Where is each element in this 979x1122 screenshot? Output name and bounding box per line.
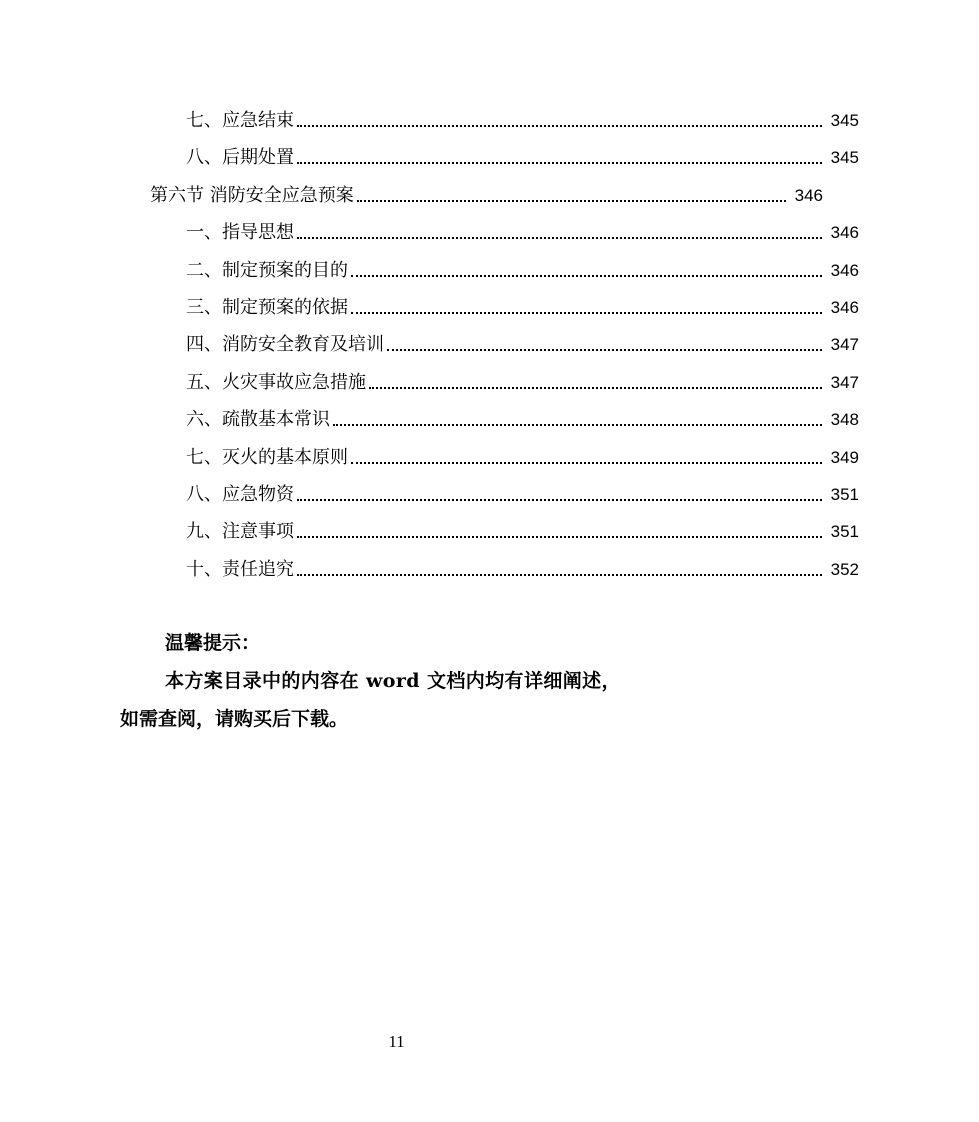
toc-entry[interactable] [0, 256, 979, 282]
dot-leader [351, 275, 822, 277]
dot-leader [351, 462, 822, 464]
toc-entry[interactable] [0, 555, 979, 581]
toc-entry-title: 八、后期处置 [186, 147, 294, 169]
toc-entry-page: 351 [830, 522, 859, 542]
notice-text-line: 本方案目录中的内容在 word 文档内均有详细阐述， [165, 670, 621, 692]
dot-leader [351, 312, 822, 314]
toc-entry-page: 346 [830, 223, 859, 243]
toc-entry-page: 347 [830, 335, 859, 355]
dot-leader [333, 424, 822, 426]
toc-entry-title: 八、应急物资 [186, 484, 294, 505]
toc-entry[interactable] [0, 517, 979, 543]
toc-entry-page: 348 [830, 410, 859, 430]
dot-leader [297, 162, 822, 164]
toc-entry-title: 五、火灾事故应急措施 [186, 371, 366, 393]
toc-entry-title: 四、消防安全教育及培训 [186, 334, 384, 356]
toc-entry-title: 七、应急结束 [186, 110, 294, 131]
toc-entry-title: 三、制定预案的依据 [186, 297, 348, 318]
toc-section-entry[interactable] [0, 181, 943, 207]
toc-entry-title: 十、责任追究 [186, 558, 294, 580]
toc-entry-page: 349 [830, 447, 859, 467]
notice-text-line: 如需查阅，请购买后下载。 [120, 708, 349, 730]
dot-leader [369, 387, 822, 389]
dot-leader [387, 349, 822, 351]
dot-leader [297, 574, 822, 576]
toc-entry[interactable] [0, 443, 979, 469]
page-number: 11 [388, 1032, 405, 1051]
dot-leader [297, 237, 822, 239]
toc-entry-title: 六、疏散基本常识 [186, 409, 330, 431]
toc-entry-page: 351 [830, 485, 859, 504]
toc-entry-page: 346 [830, 298, 859, 317]
toc-entry-page: 346 [830, 260, 859, 280]
toc-entry[interactable] [0, 143, 979, 169]
table-of-contents [0, 0, 859, 600]
toc-entry[interactable] [0, 293, 979, 319]
toc-entry-page: 345 [830, 148, 859, 168]
toc-entry-title: 九、注意事项 [186, 521, 294, 543]
toc-entry[interactable] [0, 480, 979, 506]
dot-leader [297, 499, 822, 501]
toc-entry-title: 第六节 消防安全应急预案 [150, 184, 354, 206]
notice-heading: 温馨提示： [165, 632, 261, 654]
toc-entry[interactable] [0, 106, 979, 132]
toc-entry-page: 347 [830, 372, 859, 392]
toc-entry-title: 七、灭火的基本原则 [186, 446, 348, 468]
toc-entry[interactable] [0, 330, 979, 356]
toc-entry[interactable] [0, 405, 979, 431]
toc-entry-page: 345 [830, 111, 859, 130]
toc-entry[interactable] [0, 368, 979, 394]
toc-entry-title: 二、制定预案的目的 [186, 259, 348, 281]
toc-entry[interactable] [0, 218, 979, 244]
dot-leader [297, 536, 822, 538]
toc-entry-title: 一、指导思想 [186, 222, 294, 244]
dot-leader [357, 200, 786, 202]
toc-entry-page: 352 [830, 559, 859, 579]
toc-entry-page: 346 [794, 185, 823, 205]
dot-leader [297, 125, 822, 127]
